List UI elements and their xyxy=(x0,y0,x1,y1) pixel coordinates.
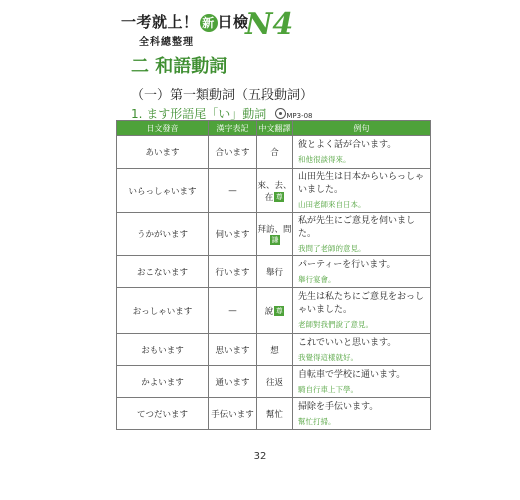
example-translation: 老師對我們說了意見。 xyxy=(298,320,373,329)
meaning-text: 來、去、在 xyxy=(257,180,292,203)
table-row xyxy=(117,213,431,256)
brand-suffix: 日檢 xyxy=(217,13,249,31)
kanji-cell: 思います xyxy=(209,334,257,366)
honorific-tag: 尊 xyxy=(275,193,283,201)
meaning-cell xyxy=(257,213,293,256)
example-japanese: 先生は私たちにご意見をおっしゃいました。 xyxy=(298,292,425,315)
kanji-cell: 伺います xyxy=(209,213,257,256)
kanji-cell: — xyxy=(209,169,257,213)
table-header-row xyxy=(117,121,431,136)
reading-cell: おっしゃいます xyxy=(117,288,209,334)
meaning-text: 說 xyxy=(264,306,274,317)
example-translation: 騎自行車上下學。 xyxy=(298,384,358,394)
table-row xyxy=(117,136,431,169)
new-badge: 新 xyxy=(200,14,218,32)
meaning-text: 拜訪、問 xyxy=(257,224,292,235)
example-japanese: 掃除を手伝います。 xyxy=(298,401,379,412)
example-japanese: これでいいと思います。 xyxy=(298,337,397,348)
example-translation: 山田老師來自日本。 xyxy=(298,200,366,209)
example-cell xyxy=(293,398,431,430)
meaning-text: 合 xyxy=(270,148,279,158)
reading-cell: うかがいます xyxy=(117,213,209,256)
example-japanese: 彼とよく話が合います。 xyxy=(298,140,397,150)
table-row xyxy=(117,256,431,288)
page-number: 32 xyxy=(253,451,267,462)
example-japanese: 山田先生は日本からいらっしゃいました。 xyxy=(298,172,425,195)
reading-cell: かよいます xyxy=(117,366,209,398)
table-row xyxy=(117,398,431,430)
example-translation: 幫忙打掃。 xyxy=(298,416,336,426)
kanji-cell: 合います xyxy=(209,136,257,169)
reading-cell: いらっしゃいます xyxy=(117,169,209,213)
honorific-tag: 尊 xyxy=(275,307,283,315)
header-reading: 日文發音 xyxy=(117,121,209,136)
meaning-text: 舉行 xyxy=(265,267,283,278)
example-japanese: 私が先生にご意見を伺いました。 xyxy=(298,215,416,239)
kanji-cell: 手伝います xyxy=(209,398,257,430)
kanji-cell: 行います xyxy=(209,256,257,288)
meaning-text: 想 xyxy=(270,345,279,356)
reading-cell: あいます xyxy=(117,136,209,169)
table-row xyxy=(117,169,431,213)
meaning-text: 幫忙 xyxy=(265,409,283,420)
brand-title xyxy=(121,11,249,32)
header-meaning: 中文翻譯 xyxy=(257,121,293,136)
humble-tag: 謙 xyxy=(271,235,279,244)
header-example: 例句 xyxy=(293,121,431,136)
table-row xyxy=(117,334,431,366)
verb-table xyxy=(116,120,431,430)
example-japanese: パーティーを行います。 xyxy=(298,259,396,270)
example-translation: 舉行宴會。 xyxy=(298,274,336,284)
audio-reference xyxy=(275,112,312,120)
meaning-cell xyxy=(257,366,293,398)
subsection-title: （一）第一類動詞（五段動詞） xyxy=(131,88,314,103)
meaning-text: 往返 xyxy=(265,377,283,388)
example-cell xyxy=(293,334,431,366)
kanji-cell: 通います xyxy=(209,366,257,398)
example-japanese: 自転車で学校に通います。 xyxy=(298,369,406,380)
book-header xyxy=(121,9,301,51)
brand-text: 一考就上！ xyxy=(121,13,199,31)
example-cell xyxy=(293,366,431,398)
reading-cell: てつだいます xyxy=(117,398,209,430)
meaning-cell xyxy=(257,136,293,169)
level-logo: N4 xyxy=(245,7,294,42)
example-translation: 我覺得這樣就好。 xyxy=(298,352,358,362)
example-translation: 我問了老師的意見。 xyxy=(298,243,366,253)
example-cell xyxy=(293,136,431,169)
pattern-title: 1. ます形語尾「い」動詞 xyxy=(131,107,267,121)
example-cell xyxy=(293,213,431,256)
meaning-cell xyxy=(257,169,293,213)
audio-track: MP3-08 xyxy=(286,112,313,120)
example-cell xyxy=(293,169,431,213)
table-row xyxy=(117,366,431,398)
section-title: 二 和語動詞 xyxy=(131,56,228,77)
meaning-cell xyxy=(257,288,293,334)
example-translation: 和他很談得來。 xyxy=(298,155,351,164)
example-cell xyxy=(293,256,431,288)
example-cell xyxy=(293,288,431,334)
header-kanji: 漢字表記 xyxy=(209,121,257,136)
kanji-cell: — xyxy=(209,288,257,334)
reading-cell: おこないます xyxy=(117,256,209,288)
brand-subtitle: 全科總整理 xyxy=(139,37,194,48)
meaning-cell xyxy=(257,398,293,430)
audio-disc-icon xyxy=(275,108,286,119)
reading-cell: おもいます xyxy=(117,334,209,366)
table-row xyxy=(117,288,431,334)
meaning-cell xyxy=(257,334,293,366)
meaning-cell xyxy=(257,256,293,288)
